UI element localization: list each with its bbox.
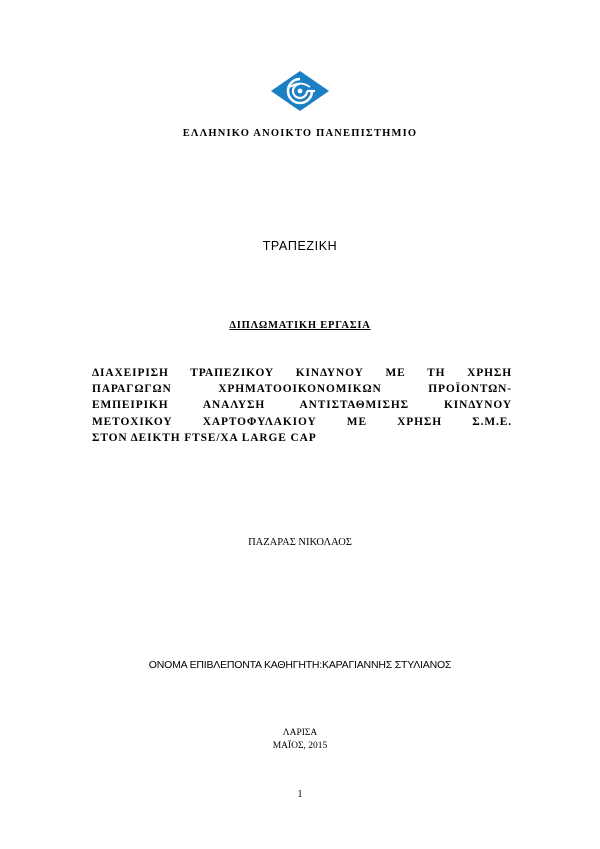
thesis-title xyxy=(92,365,512,446)
university-name: ΕΛΛΗΝΙΚΟ ΑΝΟΙΚΤΟ ΠΑΝΕΠΙΣΤΗΜΙΟ xyxy=(182,128,418,139)
thesis-title-line: ΔΙΑΧΕΙΡΙΣΗ ΤΡΑΠΕΖΙΚΟΥ ΚΙΝΔΥΝΟΥ ΜΕ ΤΗ ΧΡΗΣΗ xyxy=(92,367,512,379)
thesis-title-line: ΣΤΟΝ ΔΕΙΚΤΗ FTSE/XA LARGE CAP xyxy=(92,431,317,444)
thesis-title-line: ΠΑΡΑΓΩΓΩΝ ΧΡΗΜΑΤΟΟΙΚΟΝΟΜΙΚΩΝ ΠΡΟΪΟΝΤΩΝ- xyxy=(92,383,512,396)
city: ΛΑΡΙΣΑ xyxy=(282,728,318,738)
department-name: ΤΡΑΠΕΖΙΚΗ xyxy=(262,239,338,253)
page-number: 1 xyxy=(297,789,303,800)
date: ΜΑΪΟΣ, 2015 xyxy=(272,741,328,751)
thesis-title-line: ΕΜΠΕΙΡΙΚΗ ΑΝΑΛΥΣΗ ΑΝΤΙΣΤΑΘΜΙΣΗΣ ΚΙΝΔΥΝΟΥ xyxy=(92,399,512,412)
thesis-title-line: ΜΕΤΟΧΙΚΟΥ ΧΑΡΤΟΦΥΛΑΚΙΟΥ ΜΕ ΧΡΗΣΗ Σ.Μ.Ε. xyxy=(92,415,512,428)
author-name: ΠΑΖΑΡΑΣ ΝΙΚΟΛΑΟΣ xyxy=(248,537,352,548)
university-logo-icon xyxy=(270,70,330,112)
thesis-type: ΔΙΠΛΩΜΑΤΙΚΗ ΕΡΓΑΣΙΑ xyxy=(229,320,371,331)
supervisor-line: ΟΝΟΜΑ ΕΠΙΒΛΕΠΟΝΤΑ ΚΑΘΗΓΗΤΗ:ΚΑΡΑΓΙΑΝΝΗΣ ΣΤΥΛΙΑΝΟΣ xyxy=(148,659,452,671)
